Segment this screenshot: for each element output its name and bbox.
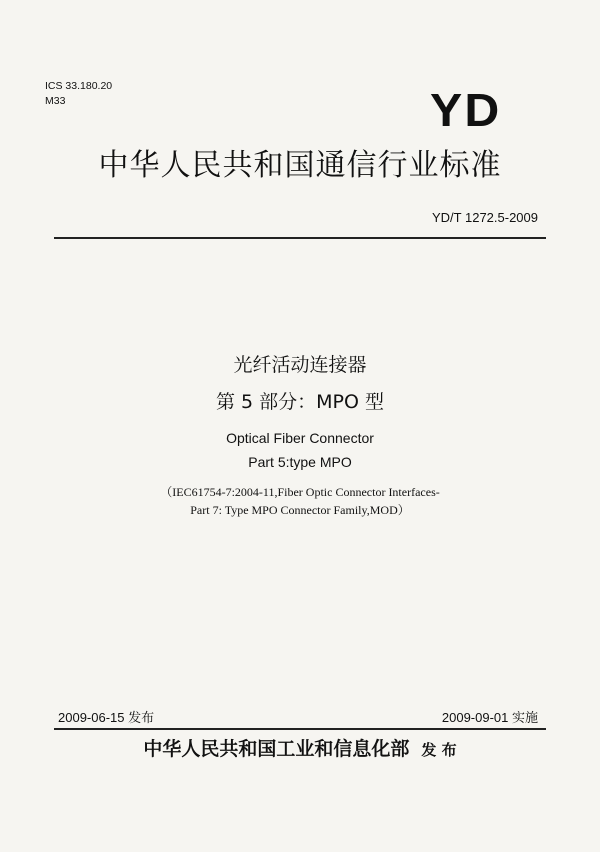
english-title-line-2: Part 5:type MPO [248,454,352,470]
standard-number: YD/T 1272.5-2009 [432,210,538,225]
publish-date: 2009-06-15 发布 [58,710,155,725]
bottom-divider [54,728,546,730]
ics-code: ICS 33.180.20 [45,80,113,92]
standard-category-title: 中华人民共和国通信行业标准 [98,148,502,183]
classification-code: M33 [45,95,66,107]
yd-logo: YD [430,84,502,136]
iec-reference-line-1: （IEC61754-7:2004-11,Fiber Optic Connector Interfaces- [160,485,440,499]
implementation-date: 2009-09-01 实施 [441,710,538,725]
english-title-line-1: Optical Fiber Connector [226,430,374,446]
top-divider [54,237,546,239]
iec-reference-line-2: Part 7: Type MPO Connector Family,MOD） [190,503,410,517]
issuer-verb: 发 布 [421,741,457,759]
chinese-title-line-2: 第 5 部分：MPO 型 [215,391,384,413]
chinese-title-line-1: 光纤活动连接器 [233,354,367,376]
issuer-name: 中华人民共和国工业和信息化部 [143,738,410,760]
issuing-authority [0,736,600,763]
